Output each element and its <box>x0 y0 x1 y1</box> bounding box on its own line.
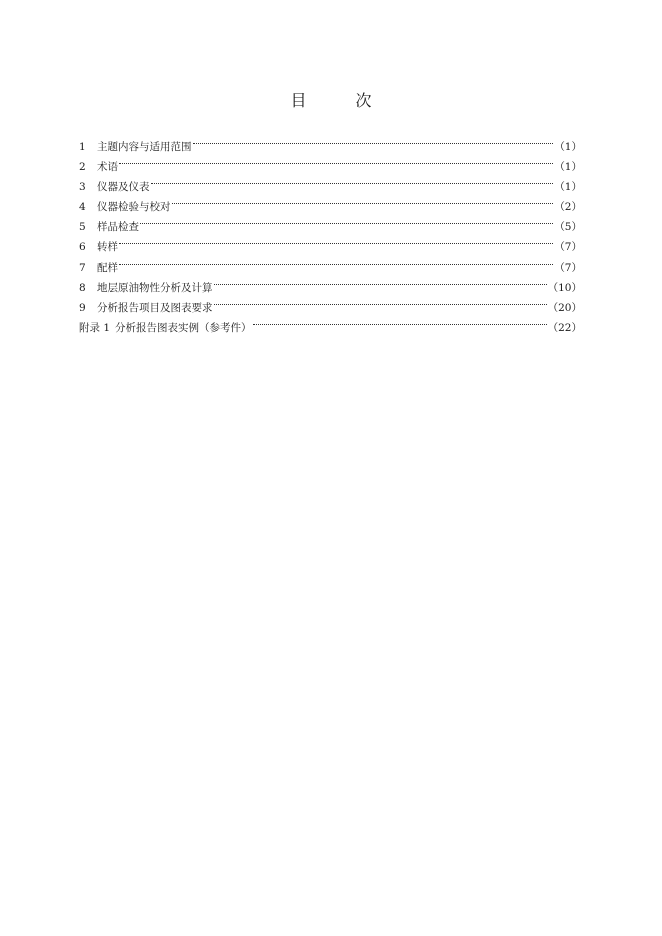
toc-entry-label: 仪器检验与校对 <box>97 201 171 214</box>
toc-entry-label: 主题内容与适用范围 <box>97 141 192 153</box>
dot-leader <box>151 170 554 190</box>
dot-leader <box>172 190 554 210</box>
toc-entry-page: （10） <box>547 281 582 294</box>
toc-entry-number: 6 <box>79 241 86 254</box>
toc-entry-label: 配样 <box>97 261 118 274</box>
dot-leader <box>253 311 547 331</box>
toc-entry-number: 7 <box>79 261 86 274</box>
toc-entry <box>79 190 582 214</box>
toc-entry-page: （5） <box>554 221 582 234</box>
dot-leader <box>193 130 554 150</box>
dot-leader <box>119 251 553 271</box>
toc-entry-number: 8 <box>79 281 86 294</box>
toc-entry <box>79 130 582 153</box>
toc-entry-page: （1） <box>554 181 582 194</box>
toc-entry <box>79 210 582 234</box>
toc-entry-page: （1） <box>554 161 582 174</box>
toc-entry-label: 仪器及仪表 <box>97 181 150 194</box>
toc-entry-label: 地层原油物性分析及计算 <box>97 281 213 294</box>
toc-entry-label: 样品检查 <box>97 221 139 234</box>
toc-entry-page: （20） <box>547 301 582 314</box>
toc-entry-number: 9 <box>79 301 86 314</box>
toc-entry <box>79 271 582 294</box>
toc-entry-number: 3 <box>79 181 86 194</box>
dot-leader <box>119 150 553 170</box>
toc-list <box>79 130 582 334</box>
toc-entry-page: （2） <box>554 201 582 214</box>
toc-entry-number: 2 <box>79 161 86 174</box>
toc-entry-label: 分析报告图表实例（参考件） <box>115 321 252 334</box>
toc-entry-label: 术语 <box>97 161 118 174</box>
toc-title: 目 次 <box>290 91 394 110</box>
toc-entry <box>79 170 582 194</box>
toc-entry <box>79 251 582 274</box>
toc-entry-page: （1） <box>554 141 582 153</box>
toc-entry-number: 附录 1 <box>79 321 111 334</box>
toc-entry <box>79 230 582 254</box>
toc-entry-page: （22） <box>547 321 582 334</box>
dot-leader <box>214 271 547 291</box>
toc-entry-number: 5 <box>79 221 86 234</box>
toc-entry-label: 分析报告项目及图表要求 <box>97 301 213 314</box>
dot-leader <box>119 230 553 250</box>
toc-entry-page: （7） <box>554 241 582 254</box>
toc-entry <box>79 150 582 174</box>
toc-entry-number: 4 <box>79 201 86 214</box>
dot-leader <box>214 291 547 311</box>
toc-entry-number: 1 <box>79 141 86 153</box>
toc-entry-label: 转样 <box>97 241 118 254</box>
dot-leader <box>140 210 553 230</box>
toc-entry-page: （7） <box>554 261 582 274</box>
